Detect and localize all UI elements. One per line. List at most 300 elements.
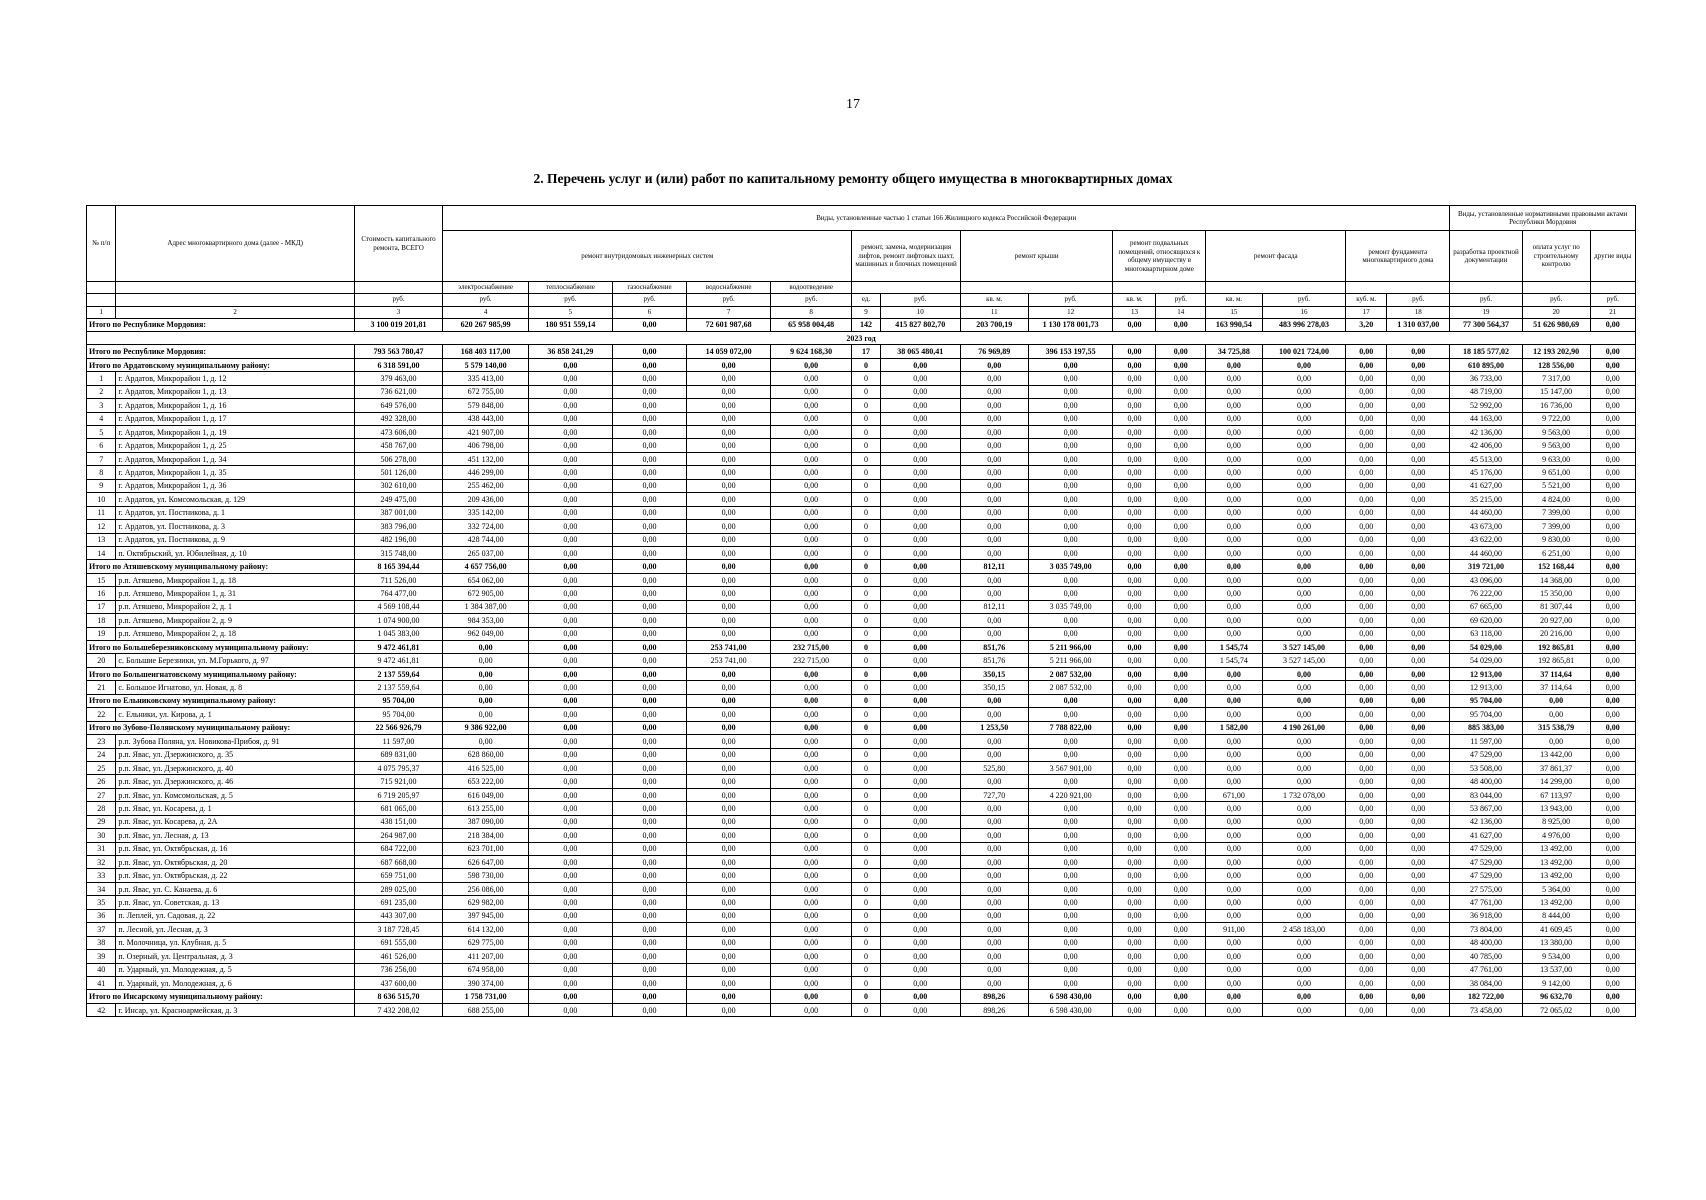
value-cell: 0,00 [1156,600,1206,613]
value-cell: 0,00 [687,614,771,627]
value-cell: 0,00 [1387,990,1450,1003]
value-cell: 100 021 724,00 [1262,345,1346,358]
row-address: г. Ардатов, Микрорайон 1, д. 19 [116,426,355,439]
value-cell: 0,00 [687,600,771,613]
value-cell: 2 458 183,00 [1262,923,1346,936]
value-cell: 0,00 [1590,466,1635,479]
unit-cell: руб. [1262,293,1346,306]
value-cell: 0,00 [1346,600,1387,613]
header-cost: Стоимость капитального ремонта, ВСЕГО [354,206,442,282]
column-number: 2 [116,306,355,318]
value-cell: 0,00 [687,681,771,694]
table-row [87,950,1636,963]
value-cell: 0,00 [1262,560,1346,573]
value-cell: 6 251,00 [1522,546,1590,559]
value-cell: 0,00 [1590,761,1635,774]
value-cell: 36 918,00 [1450,909,1522,922]
value-cell: 0,00 [1262,573,1346,586]
value-cell: 0,00 [1206,587,1263,600]
row-label: Итого по Атяшевскому муниципальному району: [87,560,355,573]
value-cell: 0,00 [529,573,613,586]
value-cell: 0,00 [529,775,613,788]
row-address: г. Ардатов, Микрорайон 1, д. 13 [116,385,355,398]
value-cell: 0,00 [1113,385,1156,398]
value-cell: 0,00 [1387,520,1450,533]
value-cell: 0,00 [1387,761,1450,774]
value-cell: 0,00 [1156,869,1206,882]
value-cell: 48 719,00 [1450,385,1522,398]
value-cell: 0,00 [1346,909,1387,922]
value-cell: 0,00 [1113,761,1156,774]
value-cell: 0,00 [1262,627,1346,640]
value-cell: 0,00 [687,869,771,882]
value-cell: 885 383,00 [1450,721,1522,734]
value-cell: 0,00 [687,735,771,748]
row-address: г. Ардатов, ул. Постникова, д. 9 [116,533,355,546]
value-cell: 0,00 [1262,909,1346,922]
value-cell: 0,00 [529,788,613,801]
value-cell: 72 065,02 [1522,1003,1590,1016]
header-design: разработка проектной документации [1450,231,1522,282]
value-cell: 0,00 [1028,976,1113,989]
value-cell: 0,00 [687,963,771,976]
value-cell: 0,00 [1387,426,1450,439]
value-cell: 0,00 [529,909,613,922]
value-cell: 0,00 [1262,466,1346,479]
value-cell: 0,00 [687,882,771,895]
row-address: р.п. Явас, ул. Октябрьская, д. 16 [116,842,355,855]
value-cell: 962 049,00 [443,627,529,640]
header-spacer [1450,282,1522,294]
unit-cell: руб. [1522,293,1590,306]
value-cell: 0,00 [770,372,851,385]
row-number: 32 [87,856,116,869]
value-cell: 0,00 [1028,802,1113,815]
value-cell: 629 775,00 [443,936,529,949]
unit-cell: руб. [612,293,687,306]
table-row [87,493,1636,506]
value-cell: 0,00 [880,452,960,465]
value-cell: 0,00 [1156,856,1206,869]
value-cell: 0,00 [960,869,1028,882]
value-cell: 253 741,00 [687,654,771,667]
value-cell: 0,00 [770,399,851,412]
value-cell: 0,00 [1522,735,1590,748]
value-cell: 0,00 [1346,721,1387,734]
value-cell: 182 722,00 [1450,990,1522,1003]
value-cell: 387 090,00 [443,815,529,828]
column-number: 7 [687,306,771,318]
value-cell: 0,00 [687,426,771,439]
row-number: 11 [87,506,116,519]
value-cell: 0,00 [529,452,613,465]
value-cell: 0,00 [880,439,960,452]
row-label: Итого по Республике Мордовия: [87,318,355,331]
value-cell: 0,00 [1590,923,1635,936]
value-cell: 0,00 [1387,829,1450,842]
value-cell: 0,00 [770,990,851,1003]
value-cell: 0,00 [529,694,613,707]
value-cell: 0,00 [529,721,613,734]
value-cell: 13 943,00 [1522,802,1590,815]
column-number: 1 [87,306,116,318]
row-address: п. Лесной, ул. Лесная, д. 3 [116,923,355,936]
value-cell: 0,00 [1206,829,1263,842]
value-cell: 0,00 [1262,385,1346,398]
value-cell: 0,00 [687,761,771,774]
value-cell: 0,00 [960,735,1028,748]
value-cell: 0,00 [1262,761,1346,774]
table-row [87,708,1636,721]
value-cell: 3 035 749,00 [1028,600,1113,613]
value-cell: 51 626 980,69 [1522,318,1590,331]
value-cell: 0,00 [1206,802,1263,815]
value-cell: 0,00 [1262,802,1346,815]
value-cell: 0,00 [1346,399,1387,412]
value-cell: 0,00 [1156,385,1206,398]
value-cell: 812,11 [960,600,1028,613]
value-cell: 0,00 [1156,842,1206,855]
value-cell: 0,00 [1346,654,1387,667]
column-number: 20 [1522,306,1590,318]
value-cell: 0,00 [1590,788,1635,801]
value-cell: 0,00 [1387,614,1450,627]
value-cell: 0,00 [880,641,960,654]
value-cell: 0,00 [1156,761,1206,774]
value-cell: 0,00 [1590,587,1635,600]
value-cell: 0,00 [612,842,687,855]
value-cell: 9 534,00 [1522,950,1590,963]
cost-cell: 458 767,00 [354,439,442,452]
value-cell: 0,00 [880,909,960,922]
value-cell: 0 [852,372,880,385]
cost-cell: 11 597,00 [354,735,442,748]
value-cell: 0,00 [880,882,960,895]
value-cell: 0,00 [1113,829,1156,842]
value-cell: 0,00 [1028,412,1113,425]
value-cell: 47 529,00 [1450,842,1522,855]
value-cell: 0,00 [1113,976,1156,989]
value-cell: 0,00 [1590,869,1635,882]
value-cell: 0,00 [1113,560,1156,573]
value-cell: 0,00 [1590,600,1635,613]
value-cell: 0,00 [687,560,771,573]
value-cell: 7 317,00 [1522,372,1590,385]
value-cell: 0,00 [1346,466,1387,479]
value-cell: 0,00 [1156,909,1206,922]
column-number: 18 [1387,306,1450,318]
unit-cell: руб. [687,293,771,306]
value-cell: 0,00 [1113,721,1156,734]
value-cell: 446 299,00 [443,466,529,479]
value-cell: 0,00 [880,788,960,801]
value-cell: 0,00 [1206,439,1263,452]
value-cell: 0,00 [1387,399,1450,412]
value-cell: 0,00 [1387,479,1450,492]
value-cell: 0,00 [1206,426,1263,439]
value-cell: 0,00 [770,815,851,828]
value-cell: 0 [852,802,880,815]
value-cell: 0,00 [1262,694,1346,707]
value-cell: 672 755,00 [443,385,529,398]
value-cell: 0,00 [1028,923,1113,936]
value-cell: 0,00 [529,936,613,949]
cost-cell: 95 704,00 [354,708,442,721]
value-cell: 0,00 [687,721,771,734]
row-number: 10 [87,493,116,506]
value-cell: 0,00 [1590,533,1635,546]
value-cell: 0,00 [1156,923,1206,936]
value-cell: 898,26 [960,990,1028,1003]
value-cell: 42 136,00 [1450,426,1522,439]
value-cell: 3,20 [1346,318,1387,331]
value-cell: 0,00 [1028,439,1113,452]
header-basement: ремонт подвальных помещений, относящихся к общему имуществу в многоквартирном доме [1113,231,1206,282]
row-number: 3 [87,399,116,412]
value-cell: 0,00 [1262,869,1346,882]
value-cell: 0,00 [1346,681,1387,694]
cost-cell: 691 235,00 [354,896,442,909]
value-cell: 13 492,00 [1522,896,1590,909]
value-cell: 0,00 [529,600,613,613]
value-cell: 47 761,00 [1450,896,1522,909]
table-row [87,627,1636,640]
value-cell: 0,00 [1346,882,1387,895]
value-cell: 0,00 [880,426,960,439]
value-cell: 9 651,00 [1522,466,1590,479]
table-row [87,775,1636,788]
value-cell: 0,00 [960,385,1028,398]
value-cell: 0,00 [443,708,529,721]
row-number: 28 [87,802,116,815]
value-cell: 0,00 [1522,708,1590,721]
value-cell: 0,00 [687,896,771,909]
value-cell: 0,00 [1262,815,1346,828]
value-cell: 0,00 [1590,694,1635,707]
value-cell: 350,15 [960,667,1028,680]
value-cell: 41 627,00 [1450,479,1522,492]
value-cell: 0,00 [1590,573,1635,586]
value-cell: 0,00 [687,573,771,586]
value-cell: 0,00 [612,479,687,492]
value-cell: 0,00 [612,546,687,559]
row-address: г. Ардатов, Микрорайон 1, д. 25 [116,439,355,452]
value-cell: 0,00 [612,466,687,479]
value-cell: 7 399,00 [1522,506,1590,519]
row-label: Итого по Инсарскому муниципальному району: [87,990,355,1003]
value-cell: 0,00 [1206,358,1263,371]
value-cell: 628 860,00 [443,748,529,761]
value-cell: 0,00 [1113,802,1156,815]
value-cell: 77 300 564,37 [1450,318,1522,331]
value-cell: 0,00 [1590,829,1635,842]
value-cell: 0,00 [1156,587,1206,600]
value-cell: 0,00 [529,1003,613,1016]
value-cell: 0,00 [1206,399,1263,412]
value-cell: 0,00 [770,882,851,895]
value-cell: 37 114,64 [1522,667,1590,680]
value-cell: 45 176,00 [1450,466,1522,479]
value-cell: 0,00 [1113,358,1156,371]
value-cell: 0,00 [1346,667,1387,680]
value-cell: 2 087 532,00 [1028,667,1113,680]
value-cell: 73 458,00 [1450,1003,1522,1016]
value-cell: 0,00 [880,614,960,627]
row-address: р.п. Атяшево, Микрорайон 2, д. 1 [116,600,355,613]
value-cell: 0,00 [1113,452,1156,465]
value-cell: 0,00 [1387,963,1450,976]
cost-cell: 9 472 461,81 [354,654,442,667]
table-row [87,452,1636,465]
value-cell: 0,00 [770,802,851,815]
value-cell: 620 267 985,99 [443,318,529,331]
value-cell: 0,00 [1387,641,1450,654]
value-cell: 8 925,00 [1522,815,1590,828]
value-cell: 128 556,00 [1522,358,1590,371]
value-cell: 0,00 [1262,412,1346,425]
value-cell: 0,00 [1028,950,1113,963]
cost-cell: 8 636 515,70 [354,990,442,1003]
value-cell: 0,00 [612,869,687,882]
value-cell: 0,00 [1028,815,1113,828]
value-cell: 0,00 [612,815,687,828]
value-cell: 0 [852,573,880,586]
unit-cell: кв. м. [960,293,1028,306]
row-number: 2 [87,385,116,398]
value-cell: 0,00 [1113,708,1156,721]
value-cell: 4 657 756,00 [443,560,529,573]
value-cell: 0,00 [770,479,851,492]
row-number: 1 [87,372,116,385]
value-cell: 0 [852,520,880,533]
district-total-row [87,641,1636,654]
value-cell: 0,00 [1346,963,1387,976]
value-cell: 0,00 [770,896,851,909]
cost-cell: 1 074 900,00 [354,614,442,627]
cost-cell: 22 566 926,79 [354,721,442,734]
value-cell: 0,00 [770,493,851,506]
value-cell: 12 193 202,90 [1522,345,1590,358]
value-cell: 428 744,00 [443,533,529,546]
value-cell: 0,00 [529,439,613,452]
value-cell: 0,00 [880,735,960,748]
value-cell: 0,00 [1387,533,1450,546]
row-address: р.п. Атяшево, Микрорайон 1, д. 18 [116,573,355,586]
value-cell: 0,00 [770,533,851,546]
value-cell: 0,00 [1113,533,1156,546]
value-cell: 0,00 [1113,936,1156,949]
value-cell: 0,00 [1590,546,1635,559]
value-cell: 18 185 577,02 [1450,345,1522,358]
value-cell: 0,00 [1590,856,1635,869]
cost-cell: 383 796,00 [354,520,442,533]
year-label: 2023 год [87,331,1636,344]
unit-cell: руб. [1028,293,1113,306]
value-cell: 8 444,00 [1522,909,1590,922]
row-number: 38 [87,936,116,949]
value-cell: 4 220 921,00 [1028,788,1113,801]
value-cell: 0,00 [1206,882,1263,895]
cost-cell: 764 477,00 [354,587,442,600]
value-cell: 36 733,00 [1450,372,1522,385]
row-number: 19 [87,627,116,640]
value-cell: 0,00 [1113,842,1156,855]
value-cell: 0,00 [1387,694,1450,707]
row-address: р.п. Явас, ул. Косарева, д. 2А [116,815,355,828]
value-cell: 0,00 [960,694,1028,707]
row-address: г. Ардатов, ул. Комсомольская, д. 129 [116,493,355,506]
value-cell: 0 [852,546,880,559]
value-cell: 0,00 [612,909,687,922]
value-cell: 0,00 [1156,936,1206,949]
row-number: 33 [87,869,116,882]
value-cell: 0,00 [880,479,960,492]
value-cell: 54 029,00 [1450,641,1522,654]
value-cell: 0,00 [529,627,613,640]
value-cell: 6 598 430,00 [1028,1003,1113,1016]
value-cell: 0,00 [529,748,613,761]
cost-cell: 649 576,00 [354,399,442,412]
value-cell: 0,00 [529,708,613,721]
value-cell: 0,00 [612,829,687,842]
cost-cell: 689 831,00 [354,748,442,761]
value-cell: 41 627,00 [1450,829,1522,842]
cost-cell: 659 751,00 [354,869,442,882]
value-cell: 0,00 [770,761,851,774]
value-cell: 0,00 [1387,560,1450,573]
value-cell: 0,00 [1387,439,1450,452]
table-row [87,815,1636,828]
value-cell: 0,00 [612,533,687,546]
row-label: Итого по Ельниковскому муниципальному району: [87,694,355,707]
value-cell: 47 529,00 [1450,856,1522,869]
header-spacer [1590,282,1635,294]
table-row [87,399,1636,412]
value-cell: 218 384,00 [443,829,529,842]
header-group-federal: Виды, установленные частью 1 статьи 166 Жилищного кодекса Российской Федерации [443,206,1450,231]
value-cell: 0,00 [880,506,960,519]
cost-cell: 711 526,00 [354,573,442,586]
value-cell: 0,00 [1206,909,1263,922]
value-cell: 0,00 [880,748,960,761]
row-number: 25 [87,761,116,774]
value-cell: 0,00 [880,950,960,963]
value-cell: 0,00 [612,587,687,600]
value-cell: 0,00 [687,452,771,465]
value-cell: 0,00 [1346,546,1387,559]
value-cell: 41 609,45 [1522,923,1590,936]
value-cell: 53 508,00 [1450,761,1522,774]
value-cell: 0,00 [1156,788,1206,801]
cost-cell: 492 328,00 [354,412,442,425]
value-cell: 0,00 [1590,976,1635,989]
value-cell: 0,00 [1113,587,1156,600]
value-cell: 613 255,00 [443,802,529,815]
value-cell: 0,00 [1206,520,1263,533]
table-row [87,546,1636,559]
header-heat: теплоснабжение [529,282,613,294]
value-cell: 0 [852,466,880,479]
value-cell: 0,00 [1206,573,1263,586]
value-cell: 0,00 [1206,869,1263,882]
value-cell: 0,00 [1156,963,1206,976]
value-cell: 0,00 [770,546,851,559]
row-number: 9 [87,479,116,492]
value-cell: 0,00 [1590,1003,1635,1016]
value-cell: 0,00 [1387,600,1450,613]
value-cell: 20 927,00 [1522,614,1590,627]
value-cell: 15 147,00 [1522,385,1590,398]
